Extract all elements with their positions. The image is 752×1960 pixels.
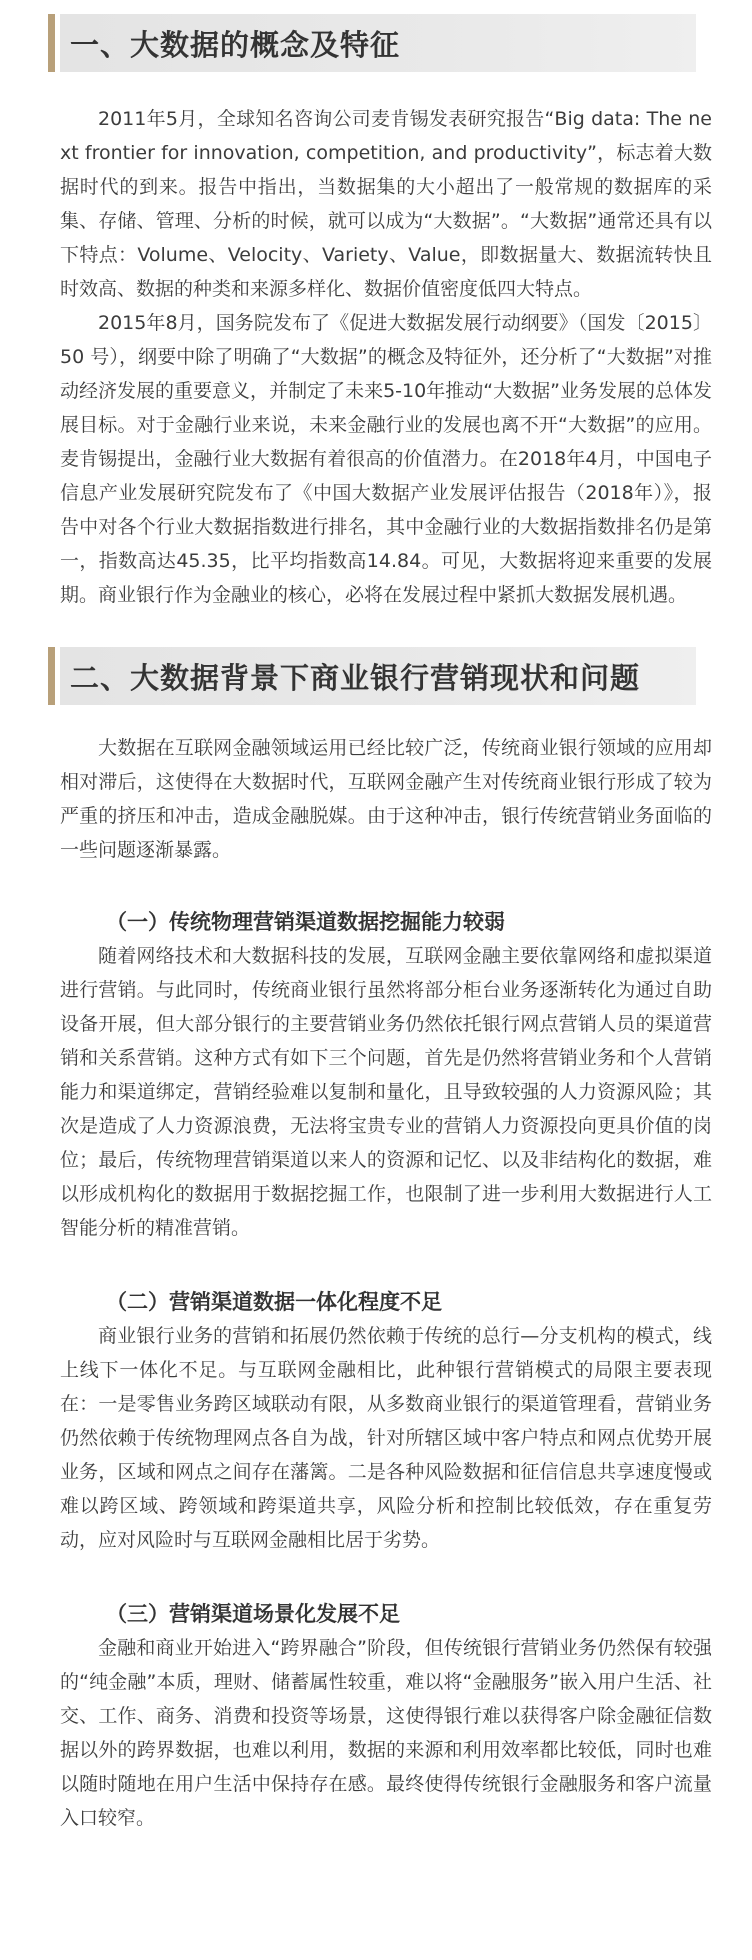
subsection-2-title: （二）营销渠道数据一体化程度不足	[106, 1290, 442, 1314]
subsection-1-title: （一）传统物理营销渠道数据挖掘能力较弱	[106, 910, 505, 934]
section-2-title: 二、大数据背景下商业银行营销现状和问题	[70, 660, 641, 695]
section-1-paragraph-1: 2011年5月，全球知名咨询公司麦肯锡发表研究报告“Big data: The next frontier for innovation, competition, and productivity”，标志着大数据时代的到来。报告中指出，当数据集的大小超出了一般常规的数据库的采集、存储、管理、分析的时候，就可以成为“大数据”。“大数据”通常还具有以下特点：Volume、Velocity、Variety、Value，即数据量大、数据流转快且时效高、数据的种类和来源多样化、数据价值密度低四大特点。	[60, 108, 712, 300]
subsection-1-body: 随着网络技术和大数据科技的发展，互联网金融主要依靠网络和虚拟渠道进行营销。与此同时，传统商业银行虽然将部分柜台业务逐渐转化为通过自助设备开展，但大部分银行的主要营销业务仍然依托银行网点营销人员的渠道营销和关系营销。这种方式有如下三个问题，首先是仍然将营销业务和个人营销能力和渠道绑定，营销经验难以复制和量化，且导致较强的人力资源风险；其次是造成了人力资源浪费，无法将宝贵专业的营销人力资源投向更具价值的岗位；最后，传统物理营销渠道以来人的资源和记忆、以及非结构化的数据，难以形成机构化的数据用于数据挖掘工作，也限制了进一步利用大数据进行人工智能分析的精准营销。	[60, 945, 712, 1239]
section-1-title: 一、大数据的概念及特征	[70, 27, 401, 62]
section-1-header	[60, 14, 696, 72]
subsection-3-body: 金融和商业开始进入“跨界融合”阶段，但传统银行营销业务仍然保有较强的“纯金融”本质，理财、储蓄属性较重，难以将“金融服务”嵌入用户生活、社交、工作、商务、消费和投资等场景，这使得银行难以获得客户除金融征信数据以外的跨界数据，也难以利用，数据的来源和利用效率都比较低，同时也难以随时随地在用户生活中保持存在感。最终使得传统银行金融服务和客户流量入口较窄。	[60, 1637, 712, 1829]
subsection-2-body: 商业银行业务的营销和拓展仍然依赖于传统的总行—分支机构的模式，线上线下一体化不足。与互联网金融相比，此种银行营销模式的局限主要表现在：一是零售业务跨区域联动有限，从多数商业银行的渠道管理看，营销业务仍然依赖于传统物理网点各自为战，针对所辖区域中客户特点和网点优势开展业务，区域和网点之间存在藩篱。二是各种风险数据和征信信息共享速度慢或难以跨区域、跨领域和跨渠道共享，风险分析和控制比较低效，存在重复劳动，应对风险时与互联网金融相比居于劣势。	[60, 1325, 712, 1551]
subsection-3-title: （三）营销渠道场景化发展不足	[106, 1602, 400, 1626]
accent-bar	[48, 14, 55, 72]
section-2-intro: 大数据在互联网金融领域运用已经比较广泛，传统商业银行领域的应用却相对滞后，这使得在大数据时代，互联网金融产生对传统商业银行形成了较为严重的挤压和冲击，造成金融脱媒。由于这种冲击，银行传统营销业务面临的一些问题逐渐暴露。	[60, 737, 712, 861]
section-2-header	[60, 647, 696, 705]
accent-bar	[48, 647, 55, 705]
section-1-paragraph-2: 2015年8月，国务院发布了《促进大数据发展行动纲要》（国发〔2015〕50 号），纲要中除了明确了“大数据”的概念及特征外，还分析了“大数据”对推动经济发展的重要意义，并制定了未来5-10年推动“大数据”业务发展的总体发展目标。对于金融行业来说，未来金融行业的发展也离不开“大数据”的应用。麦肯锡提出，金融行业大数据有着很高的价值潜力。在2018年4月，中国电子信息产业发展研究院发布了《中国大数据产业发展评估报告（2018年）》，报告中对各个行业大数据指数进行排名，其中金融行业的大数据指数排名仍是第一，指数高达45.35，比平均指数高14.84。可见，大数据将迎来重要的发展期。商业银行作为金融业的核心，必将在发展过程中紧抓大数据发展机遇。	[60, 312, 712, 606]
